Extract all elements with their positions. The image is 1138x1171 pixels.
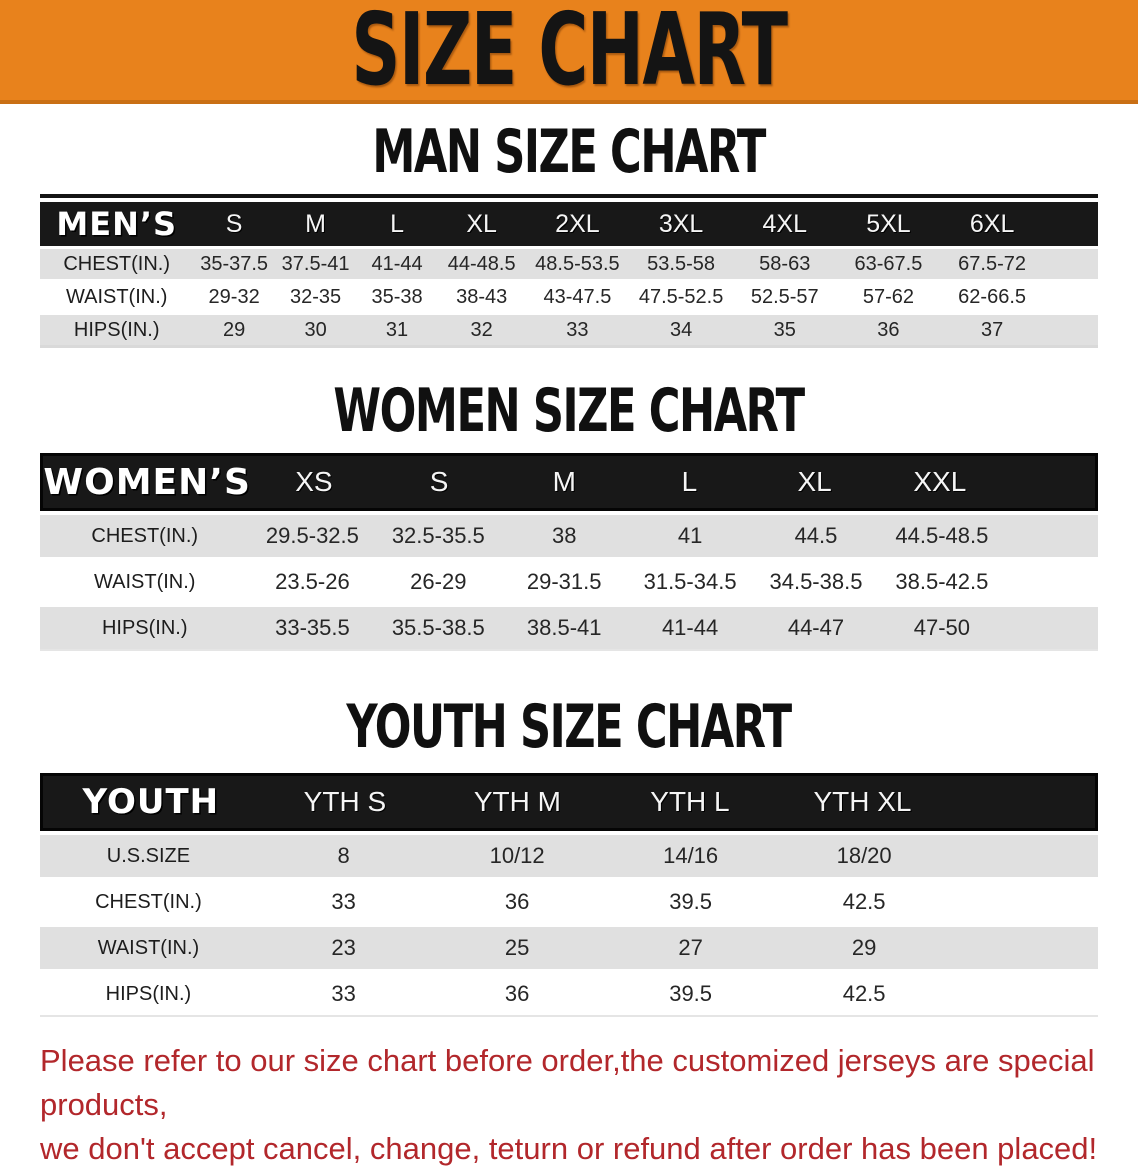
youth-size-section xyxy=(0,692,1138,1015)
youth-row-2-value-2: 27 xyxy=(678,935,703,960)
youth-row-3-value-2: 39.5 xyxy=(669,981,713,1006)
youth-column-header-2: YTH L xyxy=(650,786,730,817)
youth-row-2-value-1: 25 xyxy=(504,935,530,960)
women-row-2-value-5: 47-50 xyxy=(913,615,970,640)
women-row-label-1: WAIST(IN.) xyxy=(94,570,196,593)
men-size-table xyxy=(40,202,1098,345)
women-row-label-2: HIPS(IN.) xyxy=(101,616,188,639)
youth-row-0-value-0: 8 xyxy=(337,843,350,868)
men-row-1-value-6: 52.5-57 xyxy=(750,285,819,308)
men-table-top-border xyxy=(40,194,1098,198)
women-row-2-value-4: 44-47 xyxy=(787,615,845,640)
men-row-label-2: HIPS(IN.) xyxy=(73,318,160,341)
women-row-2-value-0: 33-35.5 xyxy=(275,615,350,640)
men-size-section xyxy=(0,117,1138,345)
youth-table-title: YOUTH xyxy=(82,782,220,822)
women-row-0-value-5: 44.5-48.5 xyxy=(895,523,989,548)
men-row-1-value-3: 38-43 xyxy=(456,285,508,308)
youth-table-header-row xyxy=(40,773,1098,831)
youth-row-2-value-0: 23 xyxy=(331,935,356,960)
men-row-0-value-4: 48.5-53.5 xyxy=(535,252,620,275)
women-row-0-value-1: 32.5-35.5 xyxy=(391,523,485,548)
men-column-header-8: 6XL xyxy=(969,209,1015,238)
men-row-1-value-2: 35-38 xyxy=(371,285,423,308)
men-column-header-3: XL xyxy=(466,209,497,238)
men-row-0-value-0: 35-37.5 xyxy=(200,252,269,275)
men-table-header-row xyxy=(40,202,1098,246)
women-row-1-value-4: 34.5-38.5 xyxy=(769,569,863,594)
men-column-header-0: S xyxy=(225,209,243,238)
disclaimer-line-1: Please refer to our size chart before order,the customized jerseys are special products, xyxy=(40,1043,1095,1122)
men-row-2-value-2: 31 xyxy=(385,318,409,341)
men-row-0-value-3: 44-48.5 xyxy=(447,252,516,275)
men-row-0-value-2: 41-44 xyxy=(371,252,423,275)
women-data-row-1 xyxy=(40,561,1098,603)
women-data-row-0 xyxy=(40,515,1098,557)
men-row-0-value-8: 67.5-72 xyxy=(958,252,1027,275)
youth-row-3-value-3: 42.5 xyxy=(842,981,886,1006)
men-data-row-0 xyxy=(40,249,1098,279)
youth-column-header-3: YTH XL xyxy=(813,786,912,817)
men-row-2-value-1: 30 xyxy=(304,318,327,341)
youth-row-2-value-3: 29 xyxy=(851,935,877,960)
youth-row-1-value-0: 33 xyxy=(331,889,356,914)
men-row-label-1: WAIST(IN.) xyxy=(65,285,168,308)
youth-data-row-1 xyxy=(40,881,1098,923)
women-table-header-row xyxy=(40,453,1098,511)
youth-row-label-1: CHEST(IN.) xyxy=(95,890,202,913)
men-column-header-6: 4XL xyxy=(762,209,807,238)
men-column-header-7: 5XL xyxy=(866,209,911,238)
youth-row-0-value-1: 10/12 xyxy=(489,843,545,868)
women-row-1-value-1: 26-29 xyxy=(410,569,467,594)
men-row-2-value-7: 36 xyxy=(877,318,900,341)
women-column-header-2: M xyxy=(552,466,576,497)
youth-data-row-0 xyxy=(40,835,1098,877)
women-column-header-1: S xyxy=(429,466,449,497)
men-row-2-value-5: 34 xyxy=(669,318,693,341)
women-row-0-value-2: 38 xyxy=(551,523,577,548)
men-section-heading-text: MAN SIZE CHART xyxy=(372,117,766,187)
women-row-2-value-1: 35.5-38.5 xyxy=(391,615,485,640)
youth-row-label-2: WAIST(IN.) xyxy=(97,936,200,959)
men-data-row-1 xyxy=(40,282,1098,312)
men-row-1-value-4: 43-47.5 xyxy=(543,285,612,308)
youth-column-header-0: YTH S xyxy=(303,786,387,817)
women-row-label-0: CHEST(IN.) xyxy=(91,524,199,547)
men-section-heading xyxy=(0,117,1138,187)
men-row-1-value-1: 32-35 xyxy=(290,285,342,308)
men-row-0-value-7: 63-67.5 xyxy=(854,252,923,275)
men-row-1-value-0: 29-32 xyxy=(208,285,260,308)
youth-data-row-3 xyxy=(40,973,1098,1015)
men-data-row-2 xyxy=(40,315,1098,345)
youth-row-label-3: HIPS(IN.) xyxy=(105,982,192,1005)
youth-row-1-value-2: 39.5 xyxy=(669,889,713,914)
women-row-1-value-3: 31.5-34.5 xyxy=(643,569,737,594)
women-row-0-value-0: 29.5-32.5 xyxy=(265,523,359,548)
banner-title: SIZE CHART xyxy=(351,0,787,108)
men-column-header-2: L xyxy=(390,209,404,238)
women-column-header-4: XL xyxy=(797,466,832,497)
women-row-1-value-0: 23.5-26 xyxy=(275,569,350,594)
disclaimer-line-2: we don't accept cancel, change, teturn or refund after order has been placed! xyxy=(40,1131,1098,1166)
women-row-1-value-5: 38.5-42.5 xyxy=(895,569,989,594)
youth-row-3-value-1: 36 xyxy=(504,981,530,1006)
men-row-2-value-0: 29 xyxy=(223,318,246,341)
men-column-header-1: M xyxy=(305,209,326,238)
youth-row-0-value-2: 14/16 xyxy=(663,843,719,868)
youth-row-1-value-1: 36 xyxy=(504,889,530,914)
women-column-header-0: XS xyxy=(295,466,333,497)
youth-row-3-value-0: 33 xyxy=(331,981,356,1006)
youth-row-label-0: U.S.SIZE xyxy=(106,844,191,867)
youth-row-0-value-3: 18/20 xyxy=(836,843,892,868)
men-column-header-4: 2XL xyxy=(555,209,600,238)
women-row-0-value-3: 41 xyxy=(677,523,703,548)
women-column-header-3: L xyxy=(681,466,698,497)
women-section-heading-text: WOMEN SIZE CHART xyxy=(333,376,805,446)
men-row-2-value-6: 35 xyxy=(773,318,796,341)
youth-section-heading xyxy=(0,692,1138,762)
women-section-heading xyxy=(0,376,1138,446)
men-row-1-value-5: 47.5-52.5 xyxy=(638,285,724,308)
women-column-header-5: XXL xyxy=(913,466,967,497)
youth-section-heading-text: YOUTH SIZE CHART xyxy=(346,692,792,762)
women-row-0-value-4: 44.5 xyxy=(794,523,838,548)
men-row-0-value-1: 37.5-41 xyxy=(281,252,350,275)
men-row-1-value-7: 57-62 xyxy=(862,285,914,308)
youth-row-1-value-3: 42.5 xyxy=(842,889,886,914)
youth-data-row-2 xyxy=(40,927,1098,969)
women-data-row-2 xyxy=(40,607,1098,649)
women-size-table xyxy=(40,453,1098,649)
men-row-label-0: CHEST(IN.) xyxy=(63,252,171,275)
men-row-2-value-3: 32 xyxy=(470,318,493,341)
women-row-1-value-2: 29-31.5 xyxy=(526,569,602,594)
youth-column-header-1: YTH M xyxy=(473,786,561,817)
women-size-section xyxy=(0,376,1138,649)
women-table-title: WOMEN’S xyxy=(43,461,251,503)
women-row-2-value-3: 41-44 xyxy=(661,615,719,640)
men-row-2-value-4: 33 xyxy=(566,318,589,341)
men-table-title: MEN’S xyxy=(56,205,178,243)
men-column-header-5: 3XL xyxy=(658,209,704,238)
women-row-2-value-2: 38.5-41 xyxy=(526,615,602,640)
disclaimer-text xyxy=(40,1039,1098,1171)
men-row-1-value-8: 62-66.5 xyxy=(958,285,1027,308)
men-row-0-value-6: 58-63 xyxy=(759,252,811,275)
youth-size-table xyxy=(40,773,1098,1015)
men-row-2-value-8: 37 xyxy=(980,318,1004,341)
size-chart-banner xyxy=(0,0,1138,108)
men-row-0-value-5: 53.5-58 xyxy=(647,252,715,275)
